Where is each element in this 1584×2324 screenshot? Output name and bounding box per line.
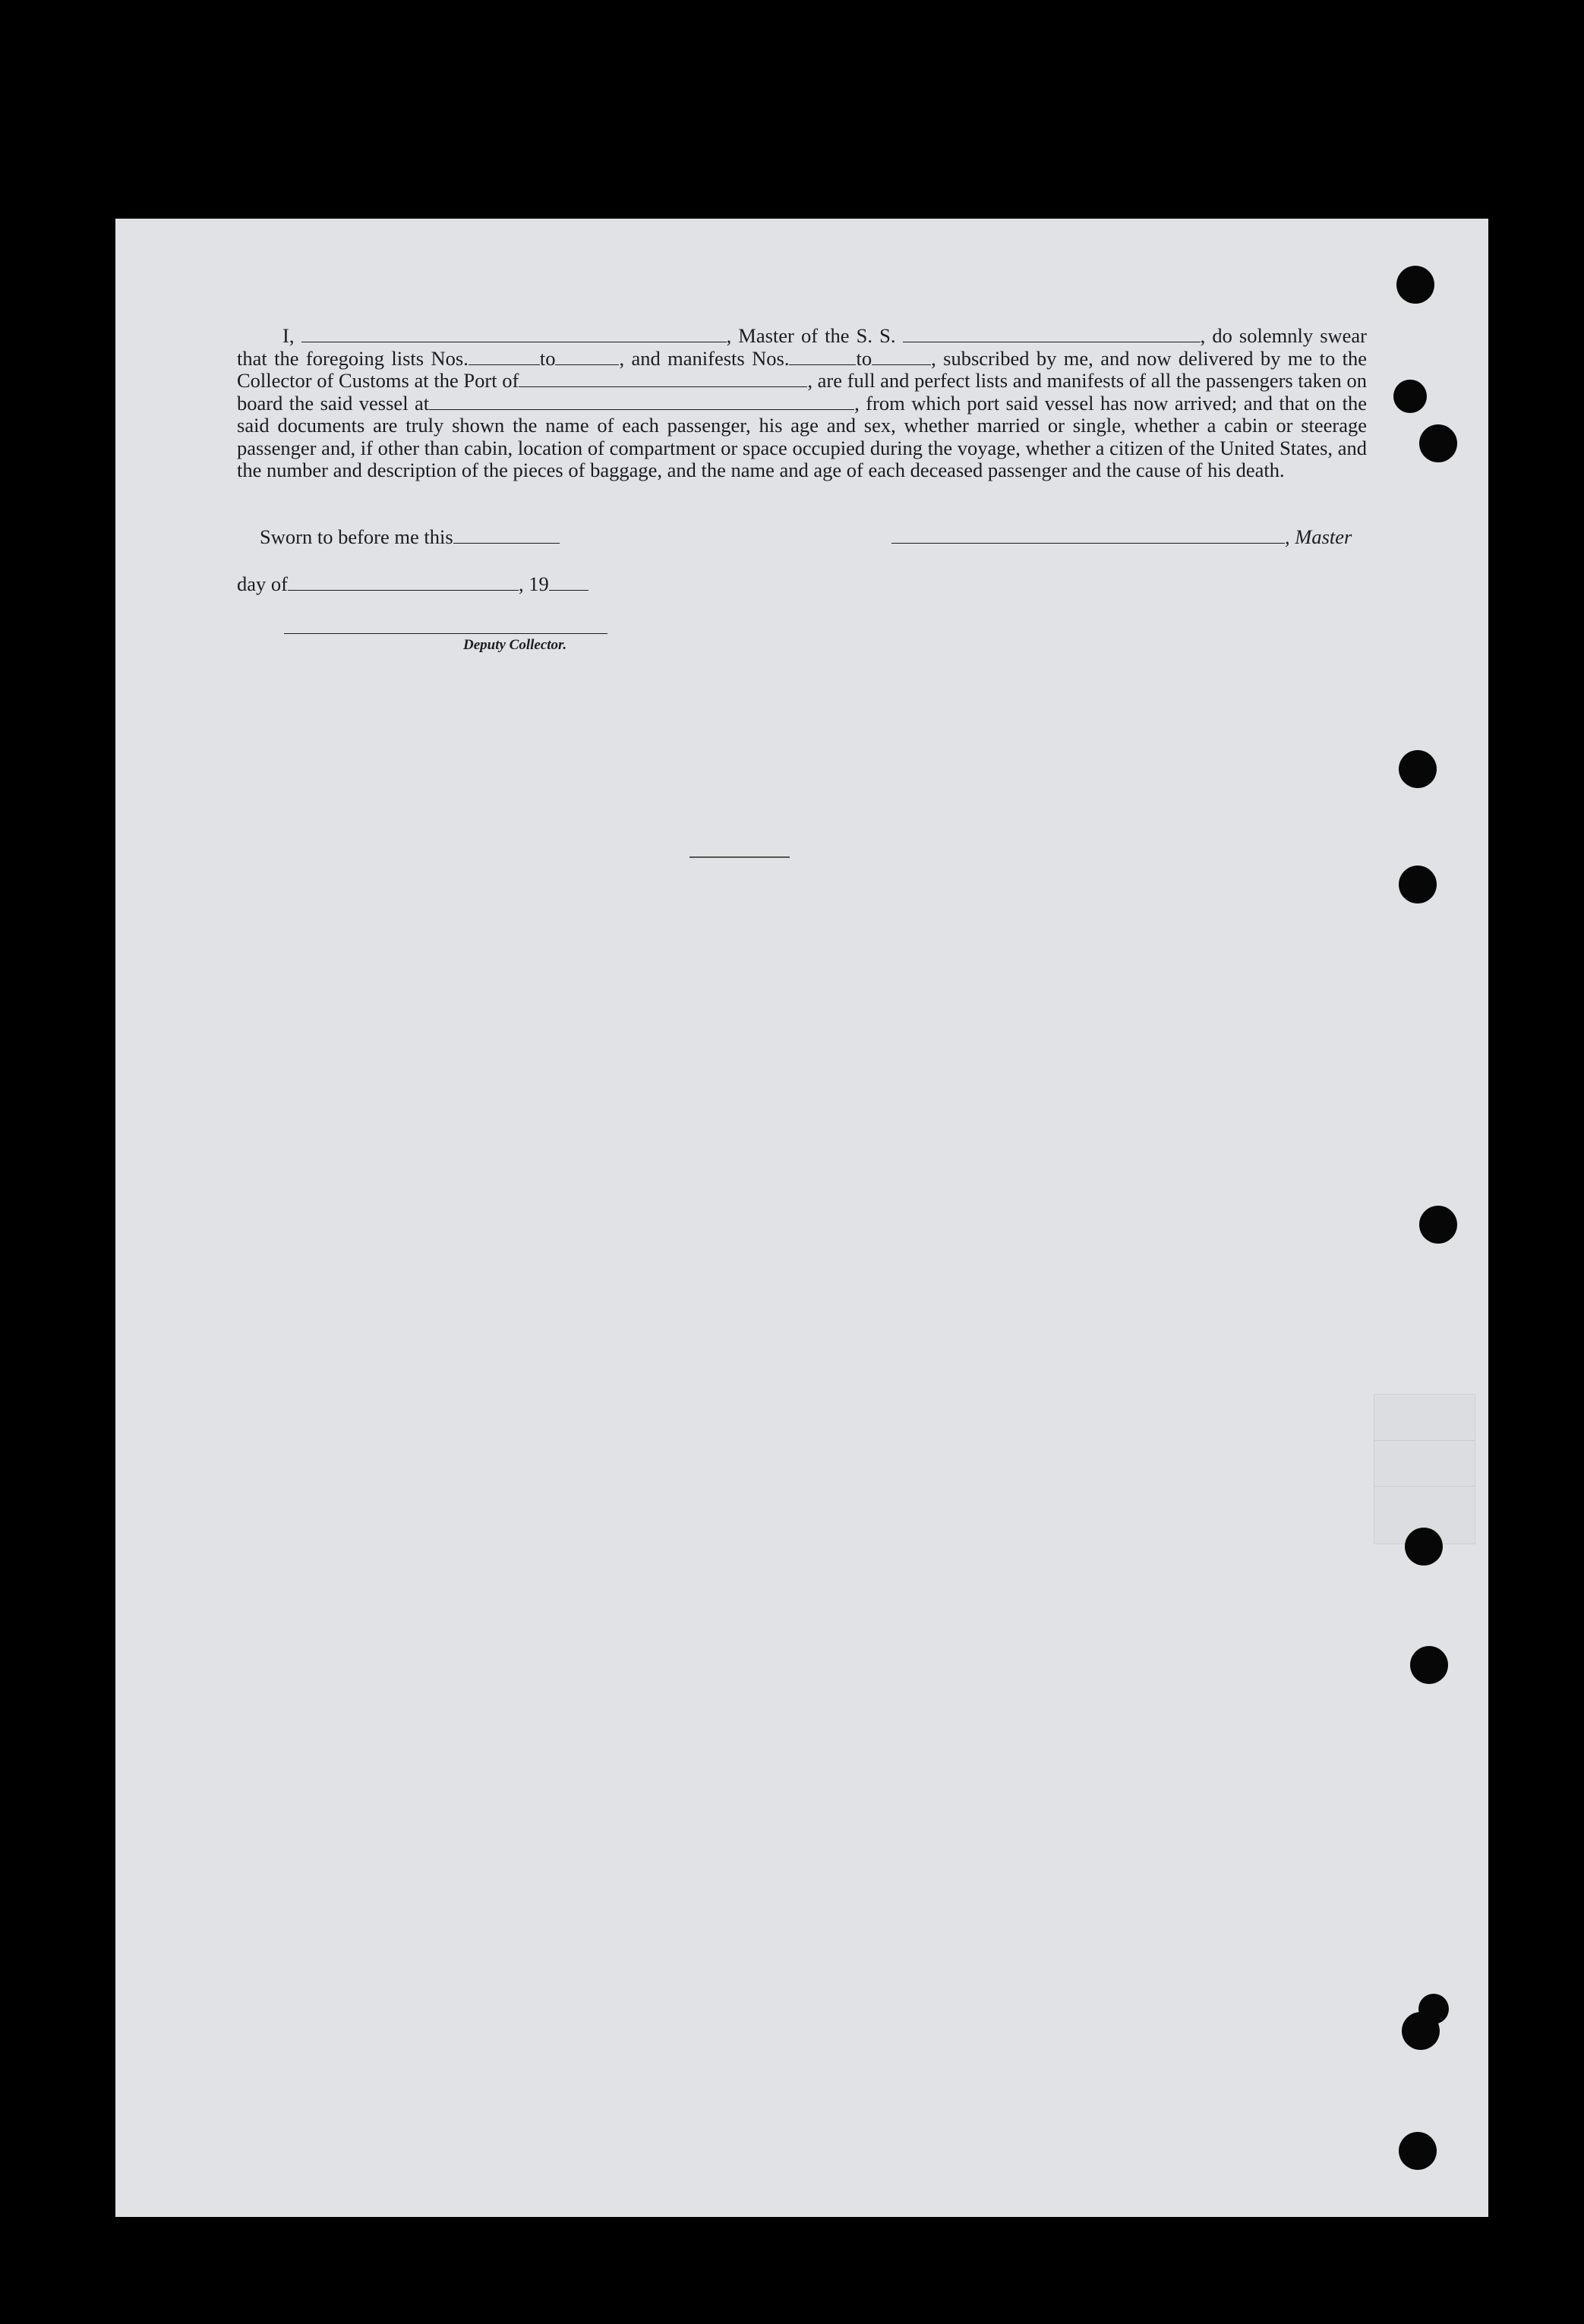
- oath-master-of-ss: , Master of the S. S.: [726, 324, 896, 347]
- oath-are-full: , are full and perfect lists and manifests of all the passengers taken on board the said vessel at: [237, 369, 1367, 415]
- master-name-blank: [301, 326, 727, 342]
- binder-hole: [1399, 750, 1437, 788]
- deputy-collector-label: Deputy Collector.: [463, 637, 567, 653]
- deputy-signature-rule: [284, 633, 607, 634]
- oath-from-which: , from which port said vessel has now arrived; and that on the said documents are truly shown the name of each passenger, his age and sex, whether married or single, whether a cabin or steerage passenger and, if other than cabin, location of compartment or space occupied during the voyage, whether a citizen of the United States, and the number and description of the pieces of baggage, and the name and age of each deceased passenger and the cause of his death.: [237, 391, 1367, 481]
- binder-hole: [1410, 1646, 1448, 1684]
- document-page: [115, 219, 1488, 2217]
- binder-hole: [1402, 2012, 1440, 2050]
- manifests-to-blank: [872, 349, 931, 365]
- sworn-label: Sworn to before me this: [260, 525, 453, 548]
- master-suffix: , Master: [1285, 525, 1352, 548]
- faint-stamp: [1374, 1394, 1475, 1544]
- departure-port-blank: [429, 394, 854, 410]
- sworn-day-blank: [453, 528, 560, 544]
- binder-hole: [1399, 866, 1437, 903]
- binder-hole: [1393, 380, 1427, 413]
- binder-hole: [1396, 266, 1434, 304]
- oath-subscribed: , subscribed by me, and now delivered by me to the Collector of Customs at the Port of: [237, 346, 1368, 392]
- oath-and-manifests: , and manifests Nos.: [619, 346, 790, 370]
- oath-do-solemnly: , do solemnly swear that the foregoing lists Nos.: [237, 324, 1367, 370]
- binder-hole: [1419, 1206, 1457, 1244]
- lists-from-blank: [469, 349, 540, 365]
- master-signature-blank: [891, 528, 1285, 544]
- sworn-line: [260, 525, 560, 549]
- day-of-line: [237, 572, 588, 596]
- day-of-label: day of: [237, 572, 288, 595]
- oath-to-1: to: [539, 346, 556, 370]
- binder-hole: [1399, 2132, 1437, 2170]
- stray-ink-mark: [689, 856, 790, 858]
- stamp-rule: [1374, 1440, 1475, 1441]
- oath-i: I,: [282, 324, 295, 347]
- binder-hole: [1405, 1528, 1443, 1566]
- month-blank: [288, 575, 519, 591]
- master-oath-paragraph: [237, 325, 1367, 482]
- master-signature-line: [891, 525, 1352, 549]
- lists-to-blank: [555, 349, 619, 365]
- binder-hole: [1419, 424, 1457, 462]
- ship-name-blank: [903, 326, 1201, 342]
- year-blank: [549, 575, 588, 591]
- manifests-from-blank: [789, 349, 856, 365]
- oath-to-2: to: [856, 346, 872, 370]
- stamp-rule: [1374, 1486, 1475, 1487]
- port-blank: [519, 371, 807, 387]
- year-prefix: , 19: [518, 572, 549, 595]
